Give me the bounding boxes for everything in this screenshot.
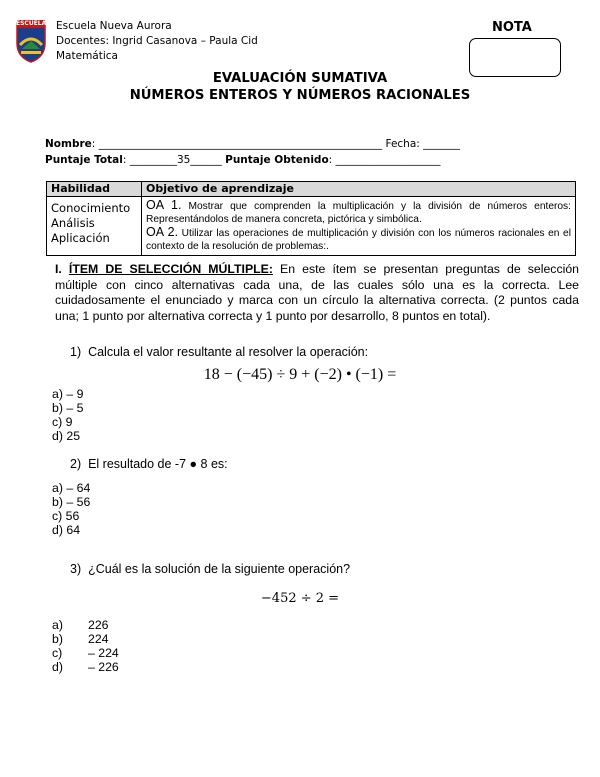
section-heading-text: ÍTEM DE SELECCIÓN MÚLTIPLE:	[68, 262, 273, 276]
question-number: 3)	[70, 562, 82, 576]
question-number: 1)	[70, 345, 82, 359]
option-a[interactable]: a) – 64	[52, 481, 91, 495]
question-1-expression: 18 − (−45) ÷ 9 + (−2) • (−1) =	[203, 366, 397, 383]
oa1-tag: OA 1.	[146, 198, 182, 212]
question-text: Calcula el valor resultante al resolver la operación:	[88, 345, 369, 359]
logo-label: ESCUELA	[16, 20, 47, 27]
objectives-cell	[142, 197, 576, 256]
nombre-row	[45, 138, 460, 150]
instructions-body: En este ítem se presentan preguntas de selección múltiple con cinco alternativas cada una, de las cuales sólo una es la correcta. Lee cuidadosamente el enunciado y marca con un círculo la alternativa correcta. (2 puntos cada una; 1 punto por alternativa correcta y 1 punto por desarrollo, 8 puntos en total).	[55, 262, 580, 323]
skill-item: Conocimiento	[51, 201, 131, 215]
oa1-text	[146, 199, 571, 226]
question-3-expression: −452 ÷ 2 =	[260, 591, 340, 606]
option-c-letter[interactable]: c)	[52, 646, 63, 660]
nota-label: NOTA	[492, 20, 532, 35]
option-c[interactable]: c) 56	[52, 509, 80, 523]
table-row	[47, 197, 576, 256]
header-habilidad: Habilidad	[47, 182, 142, 197]
puntaje-row	[45, 154, 441, 166]
skill-item: Análisis	[51, 216, 95, 230]
oa1-description: Mostrar que comprenden la multiplicación y la división de números enteros: Representándolos de manera concreta, pictórica y simbólica.	[146, 201, 571, 225]
nombre-label: Nombre	[45, 138, 92, 150]
oa2-description: Utilizar las operaciones de multiplicación y división con los números racionales en el contexto de la resolución de problemas:.	[146, 228, 571, 252]
school-name: Escuela Nueva Aurora	[56, 20, 172, 32]
option-d-letter[interactable]: d)	[52, 660, 63, 674]
skills-cell	[47, 197, 142, 256]
question-3	[70, 562, 350, 576]
question-text: ¿Cuál es la solución de la siguiente operación?	[88, 562, 351, 576]
section-numeral: I.	[55, 262, 69, 276]
section-heading	[69, 262, 273, 276]
option-c[interactable]: c) 9	[52, 415, 73, 429]
option-b[interactable]: b) – 5	[52, 401, 84, 415]
header-objetivo: Objetivo de aprendizaje	[142, 182, 576, 197]
table-header-row	[47, 182, 576, 197]
objectives-table	[46, 181, 576, 256]
instructions-paragraph	[55, 262, 579, 324]
option-b[interactable]: b) – 56	[52, 495, 91, 509]
option-a-value[interactable]: 226	[88, 618, 109, 632]
puntaje-total-field[interactable]: : _________35______	[122, 154, 226, 166]
oa2-text	[146, 226, 571, 253]
fecha-field[interactable]: Fecha: _______	[385, 138, 460, 150]
option-b-letter[interactable]: b)	[52, 632, 63, 646]
puntaje-obtenido-field[interactable]: : ____________________	[328, 154, 441, 166]
nombre-field[interactable]: : ______________________________________________________	[91, 138, 386, 150]
puntaje-obtenido-label: Puntaje Obtenido	[225, 154, 329, 166]
teachers-line: Docentes: Ingrid Casanova – Paula Cid	[56, 35, 258, 47]
subject-line: Matemática	[56, 50, 118, 62]
skill-item: Aplicación	[51, 231, 110, 245]
puntaje-total-label: Puntaje Total	[45, 154, 123, 166]
option-b-value[interactable]: 224	[88, 632, 109, 646]
option-d[interactable]: d) 64	[52, 523, 81, 537]
question-2	[70, 457, 228, 471]
question-number: 2)	[70, 457, 82, 471]
oa2-tag: OA 2.	[146, 225, 179, 239]
question-text: El resultado de -7 ● 8 es:	[88, 457, 228, 471]
title-line-2: NÚMEROS ENTEROS Y NÚMEROS RACIONALES	[129, 88, 471, 103]
option-a[interactable]: a) – 9	[52, 387, 84, 401]
question-1	[70, 345, 368, 359]
option-d[interactable]: d) 25	[52, 429, 81, 443]
title-line-1: EVALUACIÓN SUMATIVA	[212, 71, 388, 86]
option-c-value[interactable]: – 224	[88, 646, 119, 660]
option-d-value[interactable]: – 226	[88, 660, 119, 674]
option-a-letter[interactable]: a)	[52, 618, 63, 632]
